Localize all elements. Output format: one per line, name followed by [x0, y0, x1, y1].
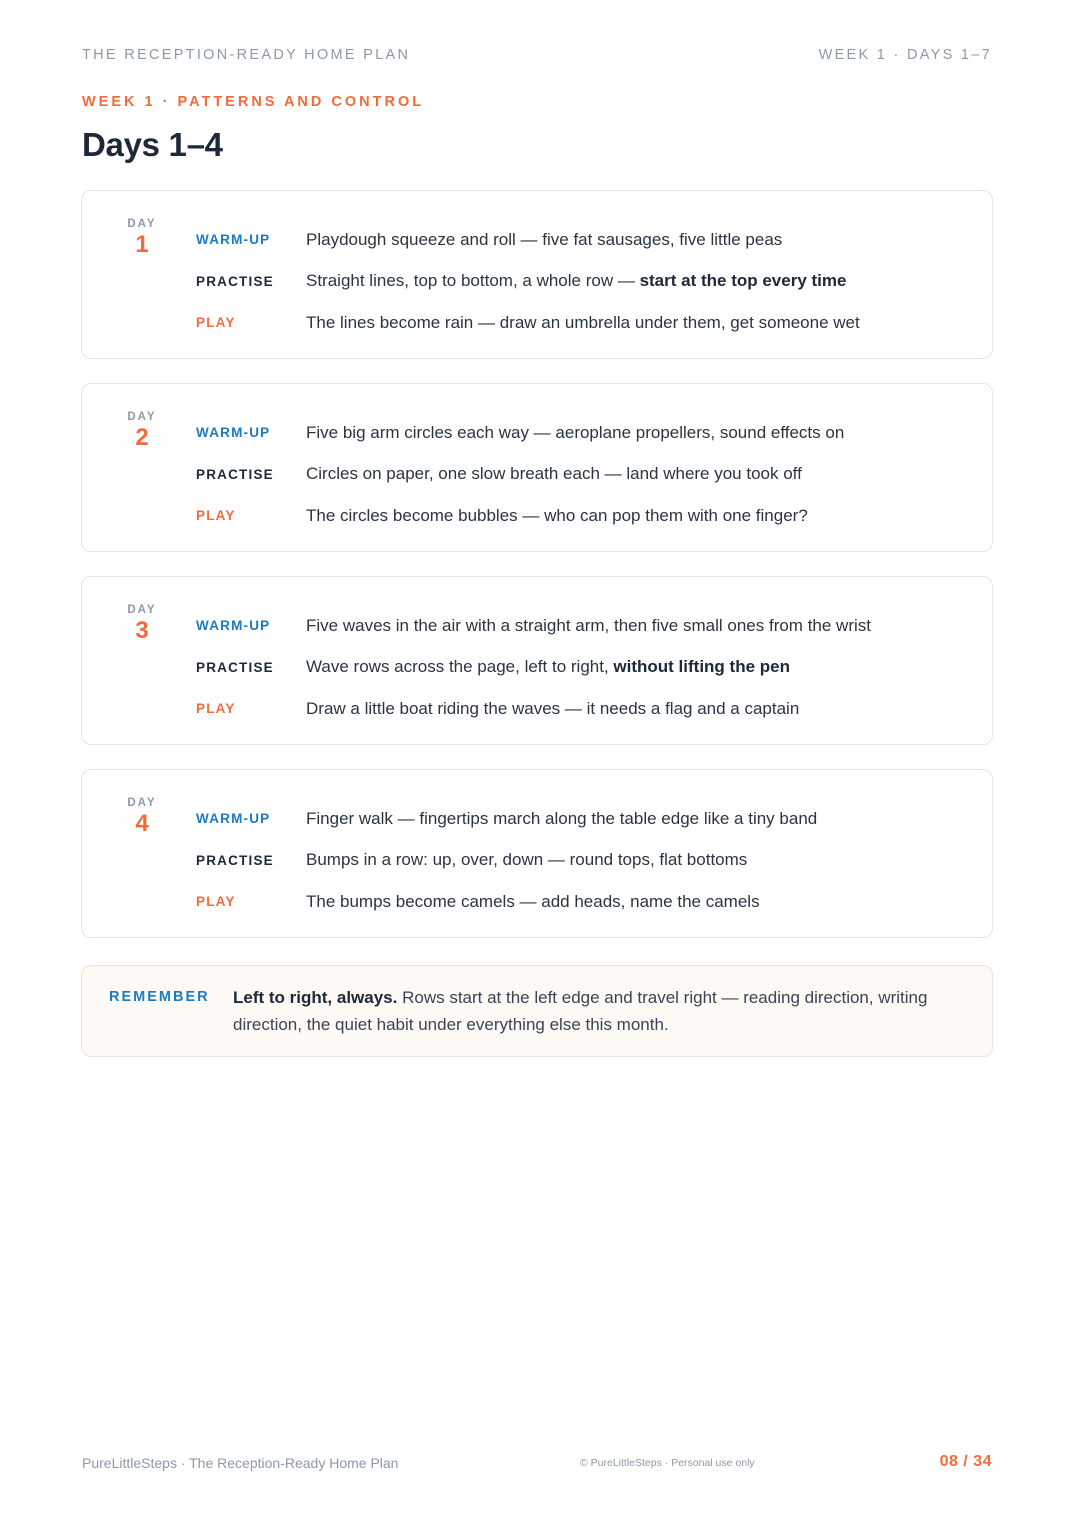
play-row [196, 881, 972, 923]
practise-text-main: Bumps in a row: up, over, down — round tops, flat bottoms [306, 850, 748, 870]
activity-rows [196, 798, 972, 923]
section-eyebrow: WEEK 1 · PATTERNS AND CONTROL [82, 94, 425, 110]
warmup-row [196, 219, 972, 261]
warmup-tag: WARM-UP [196, 425, 271, 441]
play-tag: PLAY [196, 508, 236, 524]
day-label: DAY [127, 797, 157, 809]
activity-rows [196, 219, 972, 344]
day-card-3 [81, 576, 993, 745]
footer-brand: PureLittleSteps · The Reception-Ready Home Plan [82, 1455, 399, 1471]
warmup-tag: WARM-UP [196, 232, 271, 248]
remember-emphasis: Left to right, always. [233, 988, 398, 1007]
play-row [196, 688, 972, 730]
day-badge [112, 411, 172, 451]
practise-tag: PRACTISE [196, 273, 274, 289]
day-card-1 [81, 190, 993, 359]
practise-text [306, 657, 790, 677]
activity-rows [196, 605, 972, 730]
play-row [196, 302, 972, 344]
remember-label: REMEMBER [109, 989, 210, 1005]
practise-tag: PRACTISE [196, 466, 274, 482]
running-header-week: WEEK 1 · DAYS 1–7 [818, 47, 992, 63]
page-title: Days 1–4 [82, 126, 223, 163]
practise-row [196, 454, 972, 496]
play-text: The bumps become camels — add heads, name the camels [306, 891, 760, 911]
practise-text-emphasis: start at the top every time [639, 271, 847, 291]
warmup-row [196, 412, 972, 454]
practise-tag: PRACTISE [196, 852, 274, 868]
practise-row [196, 647, 972, 689]
warmup-text: Five big arm circles each way — aeroplane propellers, sound effects on [306, 422, 845, 442]
day-number: 4 [135, 810, 149, 837]
day-number: 3 [135, 617, 149, 644]
practise-text [306, 464, 802, 484]
day-label: DAY [127, 604, 157, 616]
page-number: 08 / 34 [939, 1453, 992, 1470]
day-card-4 [81, 769, 993, 938]
warmup-text: Finger walk — fingertips march along the table edge like a tiny band [306, 808, 818, 828]
warmup-tag: WARM-UP [196, 618, 271, 634]
play-tag: PLAY [196, 701, 236, 717]
play-text: The lines become rain — draw an umbrella under them, get someone wet [306, 312, 860, 332]
remember-text: Rows start at the left edge and travel right — reading direction, writing direction, the quiet habit under everything else this month. [233, 988, 928, 1034]
warmup-tag: WARM-UP [196, 811, 271, 827]
practise-text-main: Wave rows across the page, left to right, [306, 657, 614, 677]
day-label: DAY [127, 411, 157, 423]
practise-text-main: Straight lines, top to bottom, a whole row — [306, 271, 640, 291]
play-text: Draw a little boat riding the waves — it needs a flag and a captain [306, 698, 800, 718]
play-row [196, 495, 972, 537]
practise-text-emphasis: without lifting the pen [613, 657, 790, 677]
day-number: 2 [135, 424, 149, 451]
day-badge [112, 797, 172, 837]
warmup-row [196, 798, 972, 840]
practise-text [306, 271, 846, 291]
play-tag: PLAY [196, 894, 236, 910]
practise-tag: PRACTISE [196, 659, 274, 675]
warmup-text: Five waves in the air with a straight arm, then five small ones from the wrist [306, 615, 871, 635]
remember-body [233, 984, 953, 1038]
practise-text [306, 850, 747, 870]
day-badge [112, 218, 172, 258]
day-badge [112, 604, 172, 644]
remember-callout [81, 965, 993, 1057]
play-tag: PLAY [196, 315, 236, 331]
activity-rows [196, 412, 972, 537]
play-text: The circles become bubbles — who can pop them with one finger? [306, 505, 808, 525]
running-header-title: THE RECEPTION-READY HOME PLAN [82, 47, 411, 63]
day-card-2 [81, 383, 993, 552]
practise-row [196, 261, 972, 303]
warmup-text: Playdough squeeze and roll — five fat sausages, five little peas [306, 229, 783, 249]
practise-text-main: Circles on paper, one slow breath each — land where you took off [306, 464, 802, 484]
day-number: 1 [135, 231, 149, 258]
footer-copyright: © PureLittleSteps · Personal use only [580, 1457, 755, 1469]
warmup-row [196, 605, 972, 647]
day-cards [81, 190, 993, 962]
day-label: DAY [127, 218, 157, 230]
practise-row [196, 840, 972, 882]
